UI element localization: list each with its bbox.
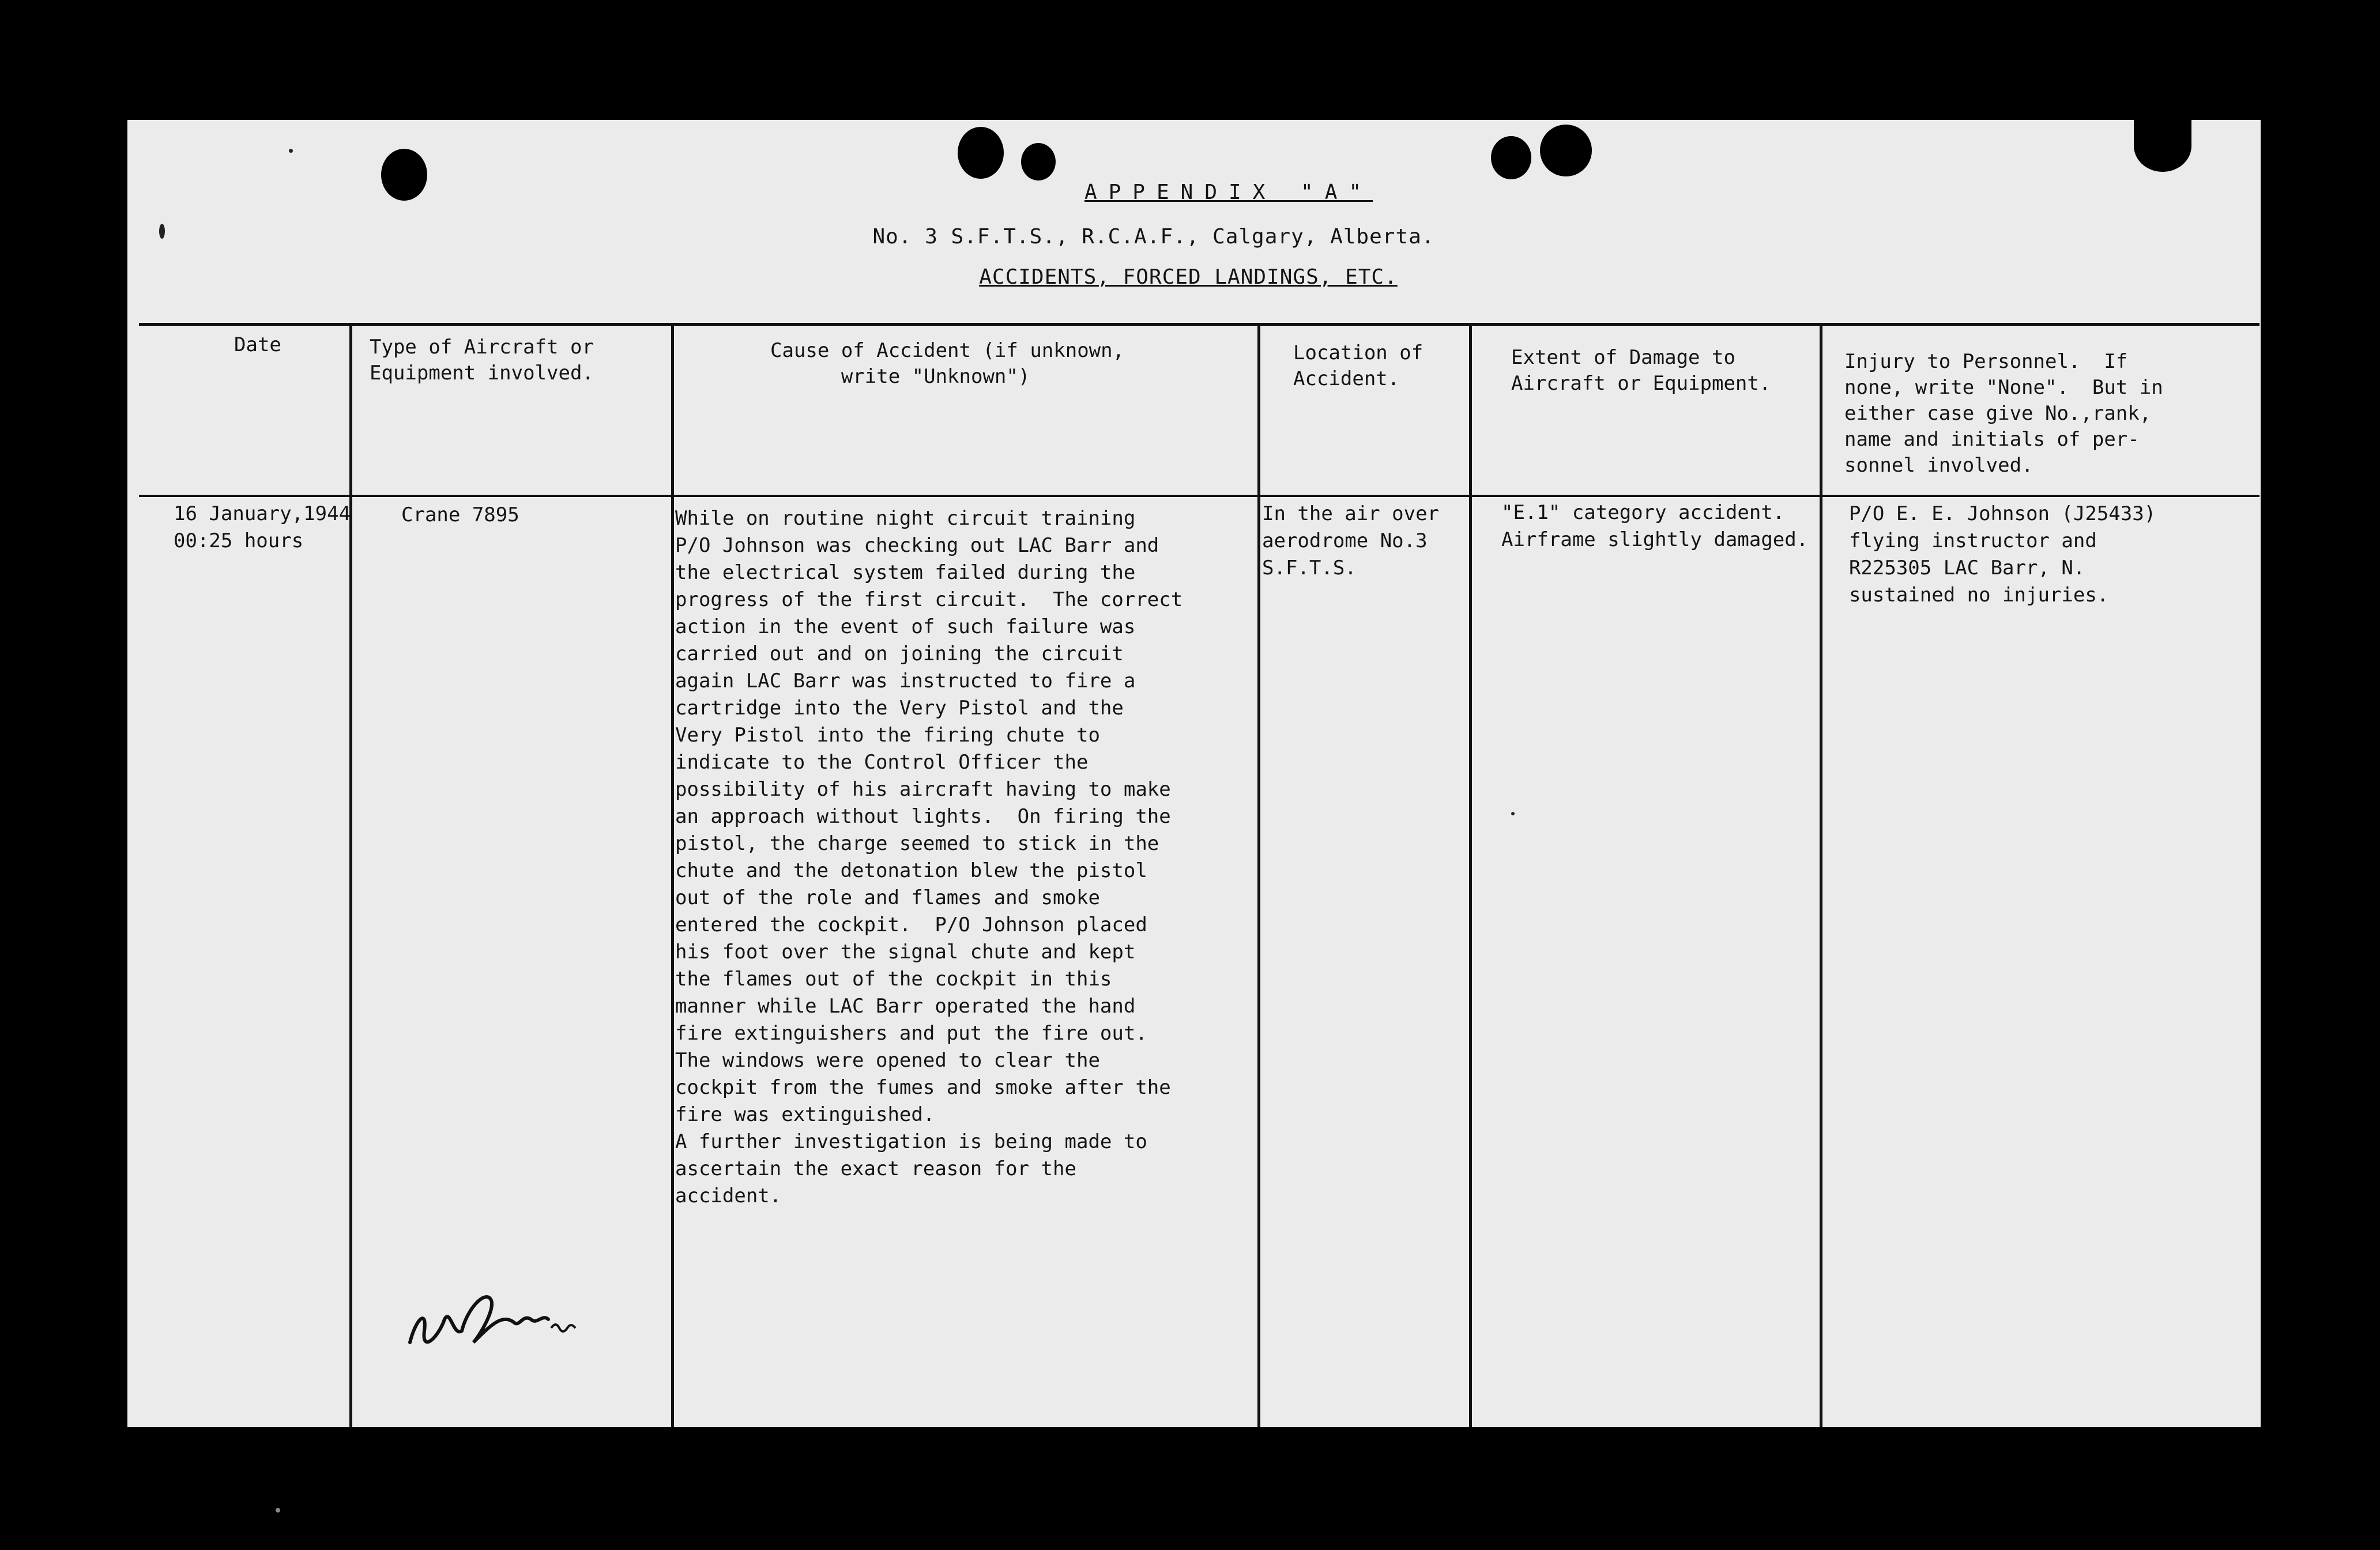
row-aircraft: Crane 7895 — [401, 503, 519, 526]
punch-hole — [1491, 136, 1531, 179]
column-header-injury: Injury to Personnel. If none, write "None". But in either case give No.,rank, name and initials of per- sonnel involved. — [1844, 350, 2163, 477]
ink-speck — [276, 1508, 280, 1513]
ink-speck — [289, 149, 293, 153]
column-divider — [1469, 325, 1472, 1427]
row-date: 16 January,1944 00:25 hours — [174, 502, 351, 552]
column-header-date: Date — [234, 333, 281, 356]
punch-hole — [958, 127, 1004, 179]
row-injury: P/O E. E. Johnson (J25433) flying instructor and R225305 LAC Barr, N. sustained no injuries. — [1848, 502, 2156, 607]
column-divider — [671, 325, 674, 1427]
column-header-aircraft: Type of Aircraft or Equipment involved. — [370, 336, 594, 385]
punch-hole — [1540, 125, 1592, 176]
appendix-title: APPENDIX "A" — [1084, 180, 1373, 204]
ink-speck — [159, 224, 165, 239]
column-divider — [1820, 325, 1822, 1427]
punch-hole — [1021, 143, 1056, 180]
unit-heading: No. 3 S.F.T.S., R.C.A.F., Calgary, Alberta. — [872, 225, 1435, 249]
table-top-rule — [139, 323, 2260, 326]
punch-hole — [2134, 120, 2191, 172]
column-divider — [349, 325, 352, 1427]
column-header-cause: Cause of Accident (if unknown, write "Unknown") — [770, 339, 1125, 388]
column-header-damage: Extent of Damage to Aircraft or Equipment. — [1511, 346, 1771, 395]
column-header-location: Location of Accident. — [1293, 341, 1424, 390]
header-bottom-rule — [139, 495, 2260, 497]
document-page — [127, 120, 2261, 1427]
handwritten-signature — [398, 1273, 583, 1365]
punch-hole — [381, 149, 427, 201]
ink-speck — [1511, 812, 1515, 815]
column-divider — [1257, 325, 1260, 1427]
document-subtitle: ACCIDENTS, FORCED LANDINGS, ETC. — [979, 265, 1398, 289]
row-location: In the air over aerodrome No.3 S.F.T.S. — [1262, 502, 1440, 580]
row-cause: While on routine night circuit training P/O Johnson was checking out LAC Barr and the electrical system failed during the progress of the first circuit. The correct action in the event of such failure was carried out and on joining the circuit again LAC Barr was instructed to fire a cartridge into the Very Pistol and the Very Pistol into the firing chute to indicate to the Control Officer the possibility of his aircraft having to make an approach without lights. On firing the pistol, the charge seemed to stick in the chute and the detonation blew the pistol out of the role and flames and smoke entered the cockpit. P/O Johnson placed his foot over the signal chute and kept the flames out of the cockpit in this manner while LAC Barr operated the hand fire extinguishers and put the fire out. The windows were opened to clear the cockpit from the fumes and smoke after the fire was extinguished. A further investigation is being made to ascertain the exact reason for the accident. — [675, 507, 1183, 1207]
row-damage: "E.1" category accident. Airframe slightly damaged. — [1501, 501, 1809, 551]
